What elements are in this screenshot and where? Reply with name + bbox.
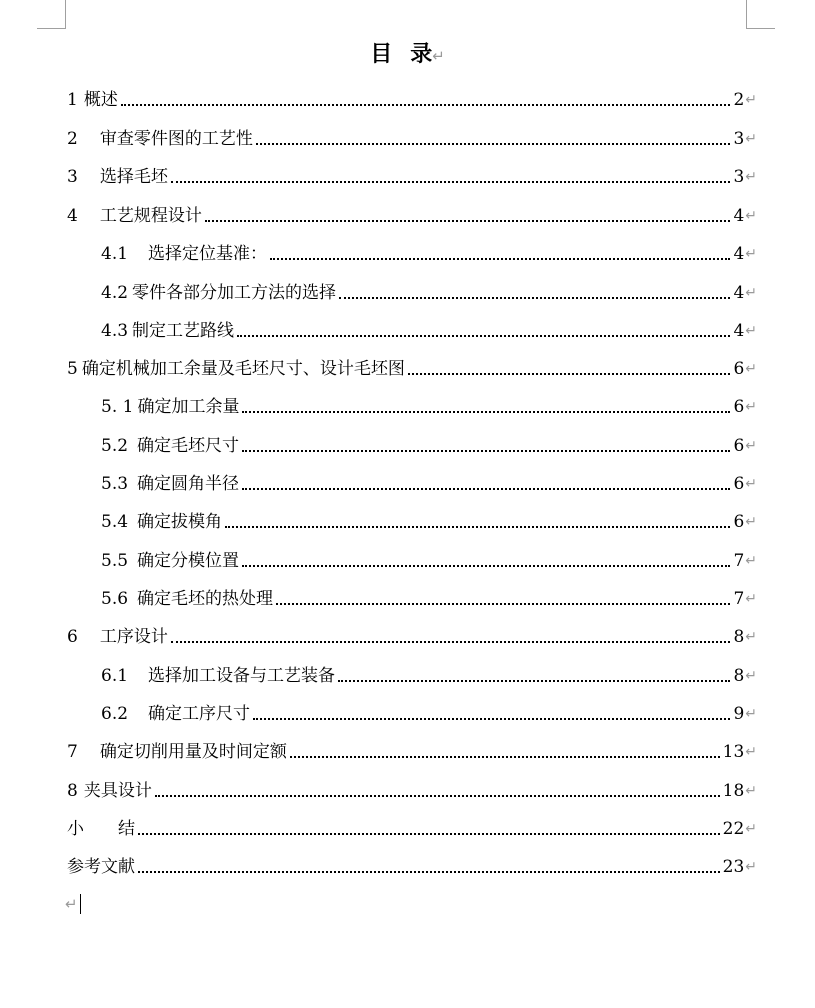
toc-entry[interactable] [101,663,757,687]
toc-entry-number: 6.2 [101,704,129,724]
toc-entry-label: 确定毛坯的热处理 [137,589,274,609]
toc-entry-page-number: 23 [722,857,745,877]
paragraph-mark-icon: ↵ [65,895,78,913]
toc-entry-label: 审查零件图的工艺性 [99,129,253,149]
paragraph-mark-icon: ↵ [745,361,757,377]
toc-dot-leader [290,756,720,758]
empty-paragraph[interactable] [65,893,81,915]
toc-entry[interactable] [101,394,757,418]
toc-entry[interactable] [67,356,757,380]
toc-entry-page-number: 6 [733,436,745,456]
toc-entry-number: 5.3 [101,474,129,494]
toc-dot-leader [242,488,730,490]
text-cursor [80,894,81,914]
toc-entry-number: 5.4 [101,512,129,532]
paragraph-mark-icon: ↵ [745,706,757,722]
toc-entry[interactable] [101,548,757,572]
toc-title-char-1: 目 [370,41,393,67]
toc-entry-label: 确定加工余量 [137,397,240,417]
paragraph-mark-icon: ↵ [745,629,757,645]
paragraph-mark-icon: ↵ [745,208,757,224]
toc-entry-label: 夹具设计 [83,781,152,801]
toc-entry-label: 选择加工设备与工艺装备 [148,666,336,686]
toc-entry-number: 6 [67,627,78,647]
paragraph-mark-icon: ↵ [745,285,757,301]
paragraph-mark-icon: ↵ [745,476,757,492]
toc-entry[interactable] [101,586,757,610]
toc-entry-page-number: 22 [722,819,745,839]
toc-dot-leader [138,871,720,873]
paragraph-mark-icon: ↵ [745,514,757,530]
toc-entry-label: 制定工艺路线 [132,321,235,341]
toc-entry-page-number: 6 [733,474,745,494]
toc-entry-label: 选择毛坯 [99,167,168,187]
toc-entry[interactable] [101,433,757,457]
toc-entry-page-number: 18 [722,781,745,801]
paragraph-mark-icon: ↵ [745,131,757,147]
toc-entry[interactable] [67,203,757,227]
toc-entry-number: 4 [67,206,78,226]
toc-entry-page-number: 2 [733,90,745,110]
paragraph-mark-icon: ↵ [745,246,757,262]
toc-entry[interactable] [67,164,757,188]
toc-dot-leader [242,450,730,452]
toc-entry[interactable] [101,318,757,342]
toc-entry[interactable] [67,126,757,150]
crop-mark-top-right [746,0,775,29]
toc-dot-leader [253,718,730,720]
toc-entry[interactable] [67,816,757,840]
toc-entry-number: 4.3 [101,321,129,341]
toc-entry-page-number: 9 [733,704,745,724]
toc-title [0,39,815,71]
toc-entry-page-number: 6 [733,512,745,532]
toc-entry-label: 确定分模位置 [137,551,240,571]
toc-entry-number: 3 [67,167,78,187]
toc-dot-leader [338,680,730,682]
toc-entry-label: 确定毛坯尺寸 [137,436,240,456]
toc-dot-leader [276,603,730,605]
paragraph-mark-icon: ↵ [745,859,757,875]
paragraph-mark-icon: ↵ [745,169,757,185]
toc-entry-label: 工序设计 [99,627,168,647]
paragraph-mark-icon: ↵ [745,553,757,569]
toc-entry-page-number: 13 [722,742,745,762]
toc-dot-leader [225,526,730,528]
toc-entry-label: 工艺规程设计 [99,206,202,226]
toc-dot-leader [408,373,731,375]
toc-entry[interactable] [67,778,757,802]
toc-entry-label: 概述 [83,90,118,110]
toc-entry[interactable] [67,739,757,763]
toc-entry-number: 7 [67,742,78,762]
toc-entry[interactable] [67,624,757,648]
toc-entry-label: 零件各部分加工方法的选择 [132,283,337,303]
paragraph-mark-icon: ↵ [745,591,757,607]
toc-entry[interactable] [67,854,757,878]
toc-dot-leader [256,143,731,145]
toc-entry[interactable] [101,241,757,265]
crop-mark-top-left [37,0,66,29]
toc-dot-leader [155,795,720,797]
paragraph-mark-icon: ↵ [745,323,757,339]
toc-entry[interactable] [101,280,757,304]
toc-dot-leader [171,641,731,643]
toc-entry-number: 5.6 [101,589,129,609]
toc-entry-page-number: 3 [733,129,745,149]
toc-dot-leader [138,833,720,835]
toc-entry-number: 6.1 [101,666,129,686]
toc-entry-number: 5. 1 [101,397,134,417]
toc-entry-page-number: 4 [733,283,745,303]
toc-dot-leader [171,181,731,183]
toc-entry-page-number: 6 [733,397,745,417]
toc-entry-number: 4.2 [101,283,129,303]
toc-entry-label: 确定工序尺寸 [148,704,251,724]
paragraph-mark-icon: ↵ [745,438,757,454]
toc-entry-page-number: 8 [733,627,745,647]
paragraph-mark-icon: ↵ [745,92,757,108]
paragraph-mark-icon: ↵ [745,821,757,837]
toc-entry-page-number: 7 [733,551,745,571]
toc-entry-label: 小 结 [67,819,135,839]
paragraph-mark-icon: ↵ [745,668,757,684]
paragraph-mark-icon: ↵ [432,47,445,65]
paragraph-mark-icon: ↵ [745,744,757,760]
toc-entry-page-number: 8 [733,666,745,686]
toc-entry[interactable] [101,509,757,533]
toc-entry-page-number: 7 [733,589,745,609]
toc-entry-page-number: 3 [733,167,745,187]
toc-entry-number: 1 [67,90,78,110]
toc-entry-page-number: 4 [733,244,745,264]
toc-entry[interactable] [101,471,757,495]
paragraph-mark-icon: ↵ [745,399,757,415]
toc-entry-number: 8 [67,781,78,801]
toc-entry-label: 确定圆角半径 [137,474,240,494]
paragraph-mark-icon: ↵ [745,783,757,799]
toc-entry-page-number: 6 [733,359,745,379]
toc-entry-number: 5.5 [101,551,129,571]
toc-entry-label: 确定机械加工余量及毛坯尺寸、设计毛坯图 [81,359,405,379]
toc-entry-page-number: 4 [733,206,745,226]
toc-dot-leader [121,104,731,106]
toc-dot-leader [242,411,730,413]
toc-dot-leader [205,220,731,222]
toc-dot-leader [270,258,730,260]
toc-dot-leader [237,335,730,337]
toc-entry-number: 2 [67,129,78,149]
toc-entry-number: 5.2 [101,436,129,456]
toc-dot-leader [242,565,730,567]
toc-entry-label: 确定拔模角 [137,512,223,532]
toc-entry[interactable] [67,87,757,111]
toc-entry-number: 4.1 [101,244,129,264]
toc-entry-label: 参考文献 [67,857,135,877]
toc-entry[interactable] [101,701,757,725]
toc-dot-leader [339,297,730,299]
toc-entry-page-number: 4 [733,321,745,341]
toc-entry-number: 5 [67,359,78,379]
toc-title-char-2: 录 [410,41,433,67]
toc-entry-label: 选择定位基准： [148,244,268,264]
toc-entry-label: 确定切削用量及时间定额 [99,742,287,762]
